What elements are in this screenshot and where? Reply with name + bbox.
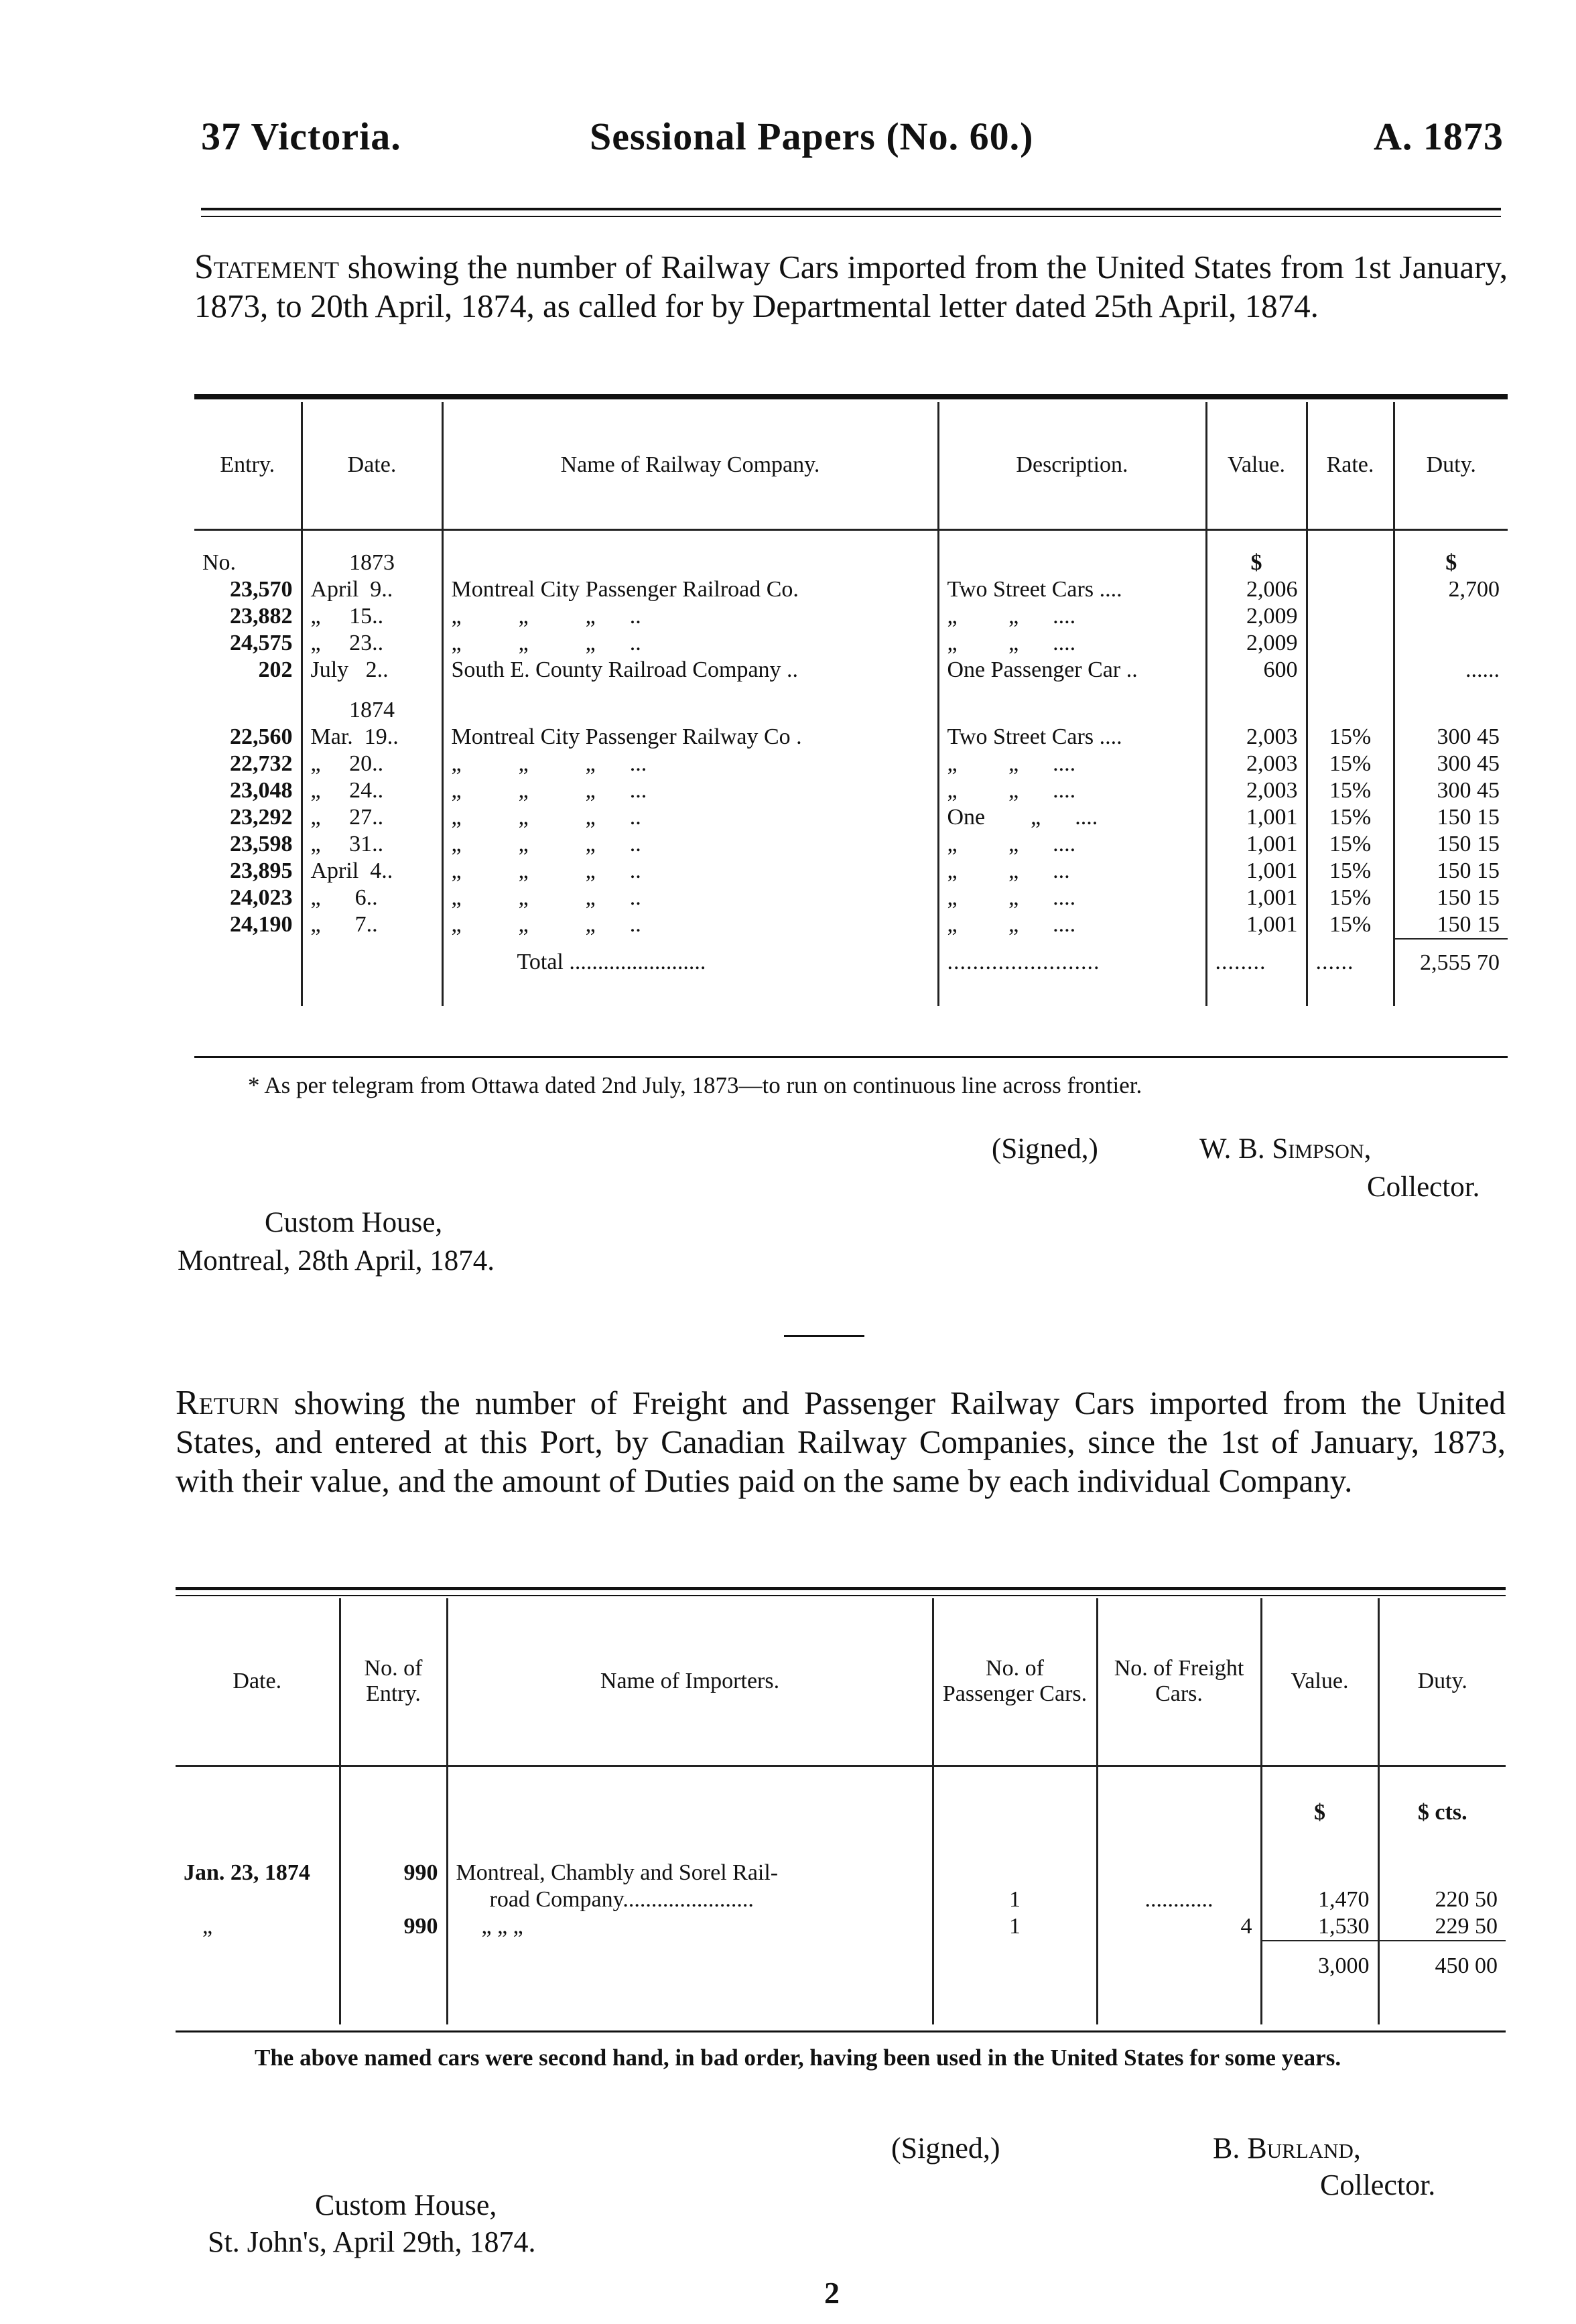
company-cell: Montreal City Passenger Railway Co . [442,724,938,751]
rate-cell: 15% [1307,831,1394,858]
rate-cell: 15% [1307,751,1394,777]
date-cell: „ 20.. [302,751,442,777]
value-cell: 1,001 [1206,804,1307,831]
rrow-duty: 229 50 [1378,1913,1506,1941]
entry-cell: 202 [258,657,293,682]
entry-cell: 24,575 [230,631,293,655]
rcol-date: Date. [233,1669,282,1694]
rrow-freight: ............ [1097,1860,1261,1913]
rcol-value: Value. [1261,1598,1378,1766]
return-title: Collector. [1320,2169,1436,2201]
return-place1: Custom House, [315,2189,497,2221]
date-cell: April 4.. [302,858,442,885]
rate-cell: 15% [1307,911,1394,939]
rate-cell [1307,657,1394,684]
return-note: The above named cars were second hand, in bad order, having been used in the United States for some years. [255,2045,1341,2071]
description-cell: „ „ .... [938,777,1206,804]
table-row [194,777,1508,804]
col-description: Description. [938,402,1206,529]
unit-value: $ [1206,529,1307,576]
rate-cell: 15% [1307,804,1394,831]
col-value: Value. [1206,402,1307,529]
header-left: 37 Victoria. [201,115,401,158]
value-cell: 2,009 [1206,603,1307,630]
rtotal-duty: 450 00 [1378,1941,1506,1991]
company-cell: „ „ „ .. [442,858,938,885]
table-row [194,724,1508,751]
description-cell: One Passenger Car .. [938,657,1206,684]
description-cell: „ „ .... [938,831,1206,858]
company-cell: „ „ „ .. [442,804,938,831]
duty-cell: 300 45 [1394,777,1508,804]
return-table [176,1598,1506,2024]
description-cell: „ „ .... [938,630,1206,657]
table-row [194,657,1508,684]
value-cell: 1,001 [1206,831,1307,858]
header-right: A. 1873 [1374,115,1504,158]
duty-cell: 2,700 [1394,576,1508,603]
entry-cell: 23,292 [230,805,293,830]
value-cell: 2,009 [1206,630,1307,657]
table-row [194,858,1508,885]
table-row [194,603,1508,630]
statement-heading [194,248,1508,326]
description-cell: One „ .... [938,804,1206,831]
page-number: 2 [824,2276,840,2310]
total-value: ........ [1206,939,1307,986]
rcol-duty: Duty. [1378,1598,1506,1766]
table-row [176,1860,1506,1913]
col-rate: Rate. [1307,402,1394,529]
date-cell: „ 24.. [302,777,442,804]
date-cell: Mar. 19.. [302,724,442,751]
total-duty: 2,555 70 [1394,939,1508,986]
value-cell: 1,001 [1206,911,1307,939]
col-duty: Duty. [1394,402,1508,529]
rrow-pass: 1 [933,1860,1097,1913]
duty-cell: 150 15 [1394,831,1508,858]
return-signer: B. Burland, [1213,2132,1361,2165]
entry-cell: 22,732 [230,751,293,776]
table-row [194,831,1508,858]
table-row [194,630,1508,657]
return-table-top-rule [176,1587,1506,1590]
date-cell: „ 27.. [302,804,442,831]
entry-cell: 23,570 [230,577,293,602]
section-divider [784,1335,864,1337]
runit-value: $ [1261,1766,1378,1826]
rrow-entry: 990 [340,1860,447,1913]
statement-signed: (Signed,) [992,1133,1098,1165]
rcol-importers: Name of Importers. [447,1598,933,1766]
duty-cell [1394,630,1508,657]
rate-cell: 15% [1307,777,1394,804]
duty-cell: 150 15 [1394,858,1508,885]
col-company: Name of Railway Company. [442,402,938,529]
description-cell: „ „ .... [938,751,1206,777]
return-table-bottom-rule [176,2030,1506,2032]
statement-table-top-rule [194,394,1508,399]
date-cell: „ 6.. [302,885,442,911]
date-cell: „ 15.. [302,603,442,630]
rate-cell [1307,630,1394,657]
rrow-name1: Montreal, Chambly and Sorel Rail- [456,1860,779,1885]
runit-duty: $ cts. [1378,1766,1506,1826]
duty-cell: 300 45 [1394,751,1508,777]
date-cell: „ 23.. [302,630,442,657]
rtotal-value: 3,000 [1261,1941,1378,1991]
description-cell: Two Street Cars .... [938,576,1206,603]
entry-cell: 24,190 [230,912,293,937]
header-rule [201,208,1501,210]
company-cell: „ „ „ .. [442,911,938,939]
company-cell: „ „ „ .. [442,831,938,858]
rrow-date: Jan. 23, 1874 [184,1860,310,1885]
rrow-freight: 4 [1097,1913,1261,1941]
statement-title: Collector. [1367,1171,1480,1203]
description-cell: Two Street Cars .... [938,724,1206,751]
header-rule-2 [201,216,1501,217]
statement-lead: Statement [194,248,340,286]
col-entry: Entry. [220,452,275,478]
total-rate: ...... [1307,939,1394,986]
value-cell: 2,003 [1206,724,1307,751]
total-label: Total ........................ [442,939,938,986]
description-cell: „ „ .... [938,911,1206,939]
rcol-freight: No. of Freight Cars. [1097,1598,1261,1766]
table-row [194,804,1508,831]
header-center: Sessional Papers (No. 60.) [590,115,1034,158]
value-cell: 1,001 [1206,885,1307,911]
date-cell: July 2.. [302,657,442,684]
return-place2: St. John's, April 29th, 1874. [208,2225,536,2258]
duty-cell: ...... [1394,657,1508,684]
statement-footnote: * As per telegram from Ottawa dated 2nd July, 1873—to run on continuous line across frontier. [248,1072,1142,1098]
value-cell: 1,001 [1206,858,1307,885]
value-cell: 2,003 [1206,777,1307,804]
rcol-passenger: No. of Passenger Cars. [933,1598,1097,1766]
duty-cell: 150 15 [1394,804,1508,831]
table-row [194,576,1508,603]
entry-cell: 23,048 [230,778,293,803]
duty-cell: 150 15 [1394,911,1508,939]
rcol-entry: No. of Entry. [340,1598,447,1766]
date-cell: April 9.. [302,576,442,603]
rate-cell: 15% [1307,885,1394,911]
rate-cell [1307,603,1394,630]
company-cell: „ „ „ .. [442,603,938,630]
date-cell: „ 31.. [302,831,442,858]
table-row [194,911,1508,939]
col-date: Date. [302,402,442,529]
company-cell: „ „ „ ... [442,751,938,777]
description-cell: „ „ ... [938,858,1206,885]
duty-cell: 150 15 [1394,885,1508,911]
statement-place1: Custom House, [265,1207,443,1238]
duty-cell: 300 45 [1394,724,1508,751]
rrow-name2: road Company....................... [489,1887,754,1912]
duty-cell [1394,603,1508,630]
statement-table [194,402,1508,1006]
entry-cell: 24,023 [230,885,293,910]
total-desc: ........................ [938,939,1206,986]
unit-duty: $ [1394,529,1508,576]
rate-cell [1307,576,1394,603]
return-signed: (Signed,) [891,2132,1000,2165]
date-cell: „ 7.. [302,911,442,939]
statement-text: showing the number of Railway Cars imported from the United States from 1st January, 1873, to 20th April, 1874, as called for by Departmental letter dated 25th April, 1874. [194,249,1508,324]
entry-cell: 23,598 [230,832,293,856]
rrow-duty: 220 50 [1378,1860,1506,1913]
rate-cell: 15% [1307,724,1394,751]
description-cell: „ „ .... [938,885,1206,911]
value-cell: 2,006 [1206,576,1307,603]
unit-entry: No. [202,550,237,575]
year-1874: 1874 [302,684,442,724]
table-row [194,885,1508,911]
rrow-date: „ [202,1914,213,1939]
return-text: showing the number of Freight and Passenger Railway Cars imported from the United States, and entered at this Port, by Canadian Railway Companies, since the 1st of January, 1873, with their value, and the amount of Duties paid on the same by each individual Company. [176,1384,1506,1499]
table-row [194,751,1508,777]
rate-cell: 15% [1307,858,1394,885]
rrow-pass: 1 [933,1913,1097,1941]
entry-cell: 22,560 [230,724,293,749]
description-cell: „ „ .... [938,603,1206,630]
entry-cell: 23,882 [230,604,293,629]
value-cell: 2,003 [1206,751,1307,777]
statement-table-bottom-rule [194,1056,1508,1058]
return-lead: Return [176,1384,279,1422]
statement-place2: Montreal, 28th April, 1874. [178,1245,495,1277]
rrow-entry: 990 [340,1913,447,1941]
company-cell: „ „ „ .. [442,630,938,657]
company-cell: Montreal City Passenger Railroad Co. [442,576,938,603]
rrow-value: 1,470 [1261,1860,1378,1913]
entry-cell: 23,895 [230,858,293,883]
company-cell: „ „ „ .. [442,885,938,911]
statement-signer: W. B. Simpson, [1199,1133,1372,1165]
rrow-name1: „ „ „ [447,1913,933,1941]
company-cell: „ „ „ ... [442,777,938,804]
value-cell: 600 [1206,657,1307,684]
return-table-top-rule-2 [176,1595,1506,1596]
return-heading [176,1384,1506,1500]
table-row [176,1913,1506,1941]
rrow-value: 1,530 [1261,1913,1378,1941]
company-cell: South E. County Railroad Company .. [442,657,938,684]
year-1873: 1873 [302,529,442,576]
